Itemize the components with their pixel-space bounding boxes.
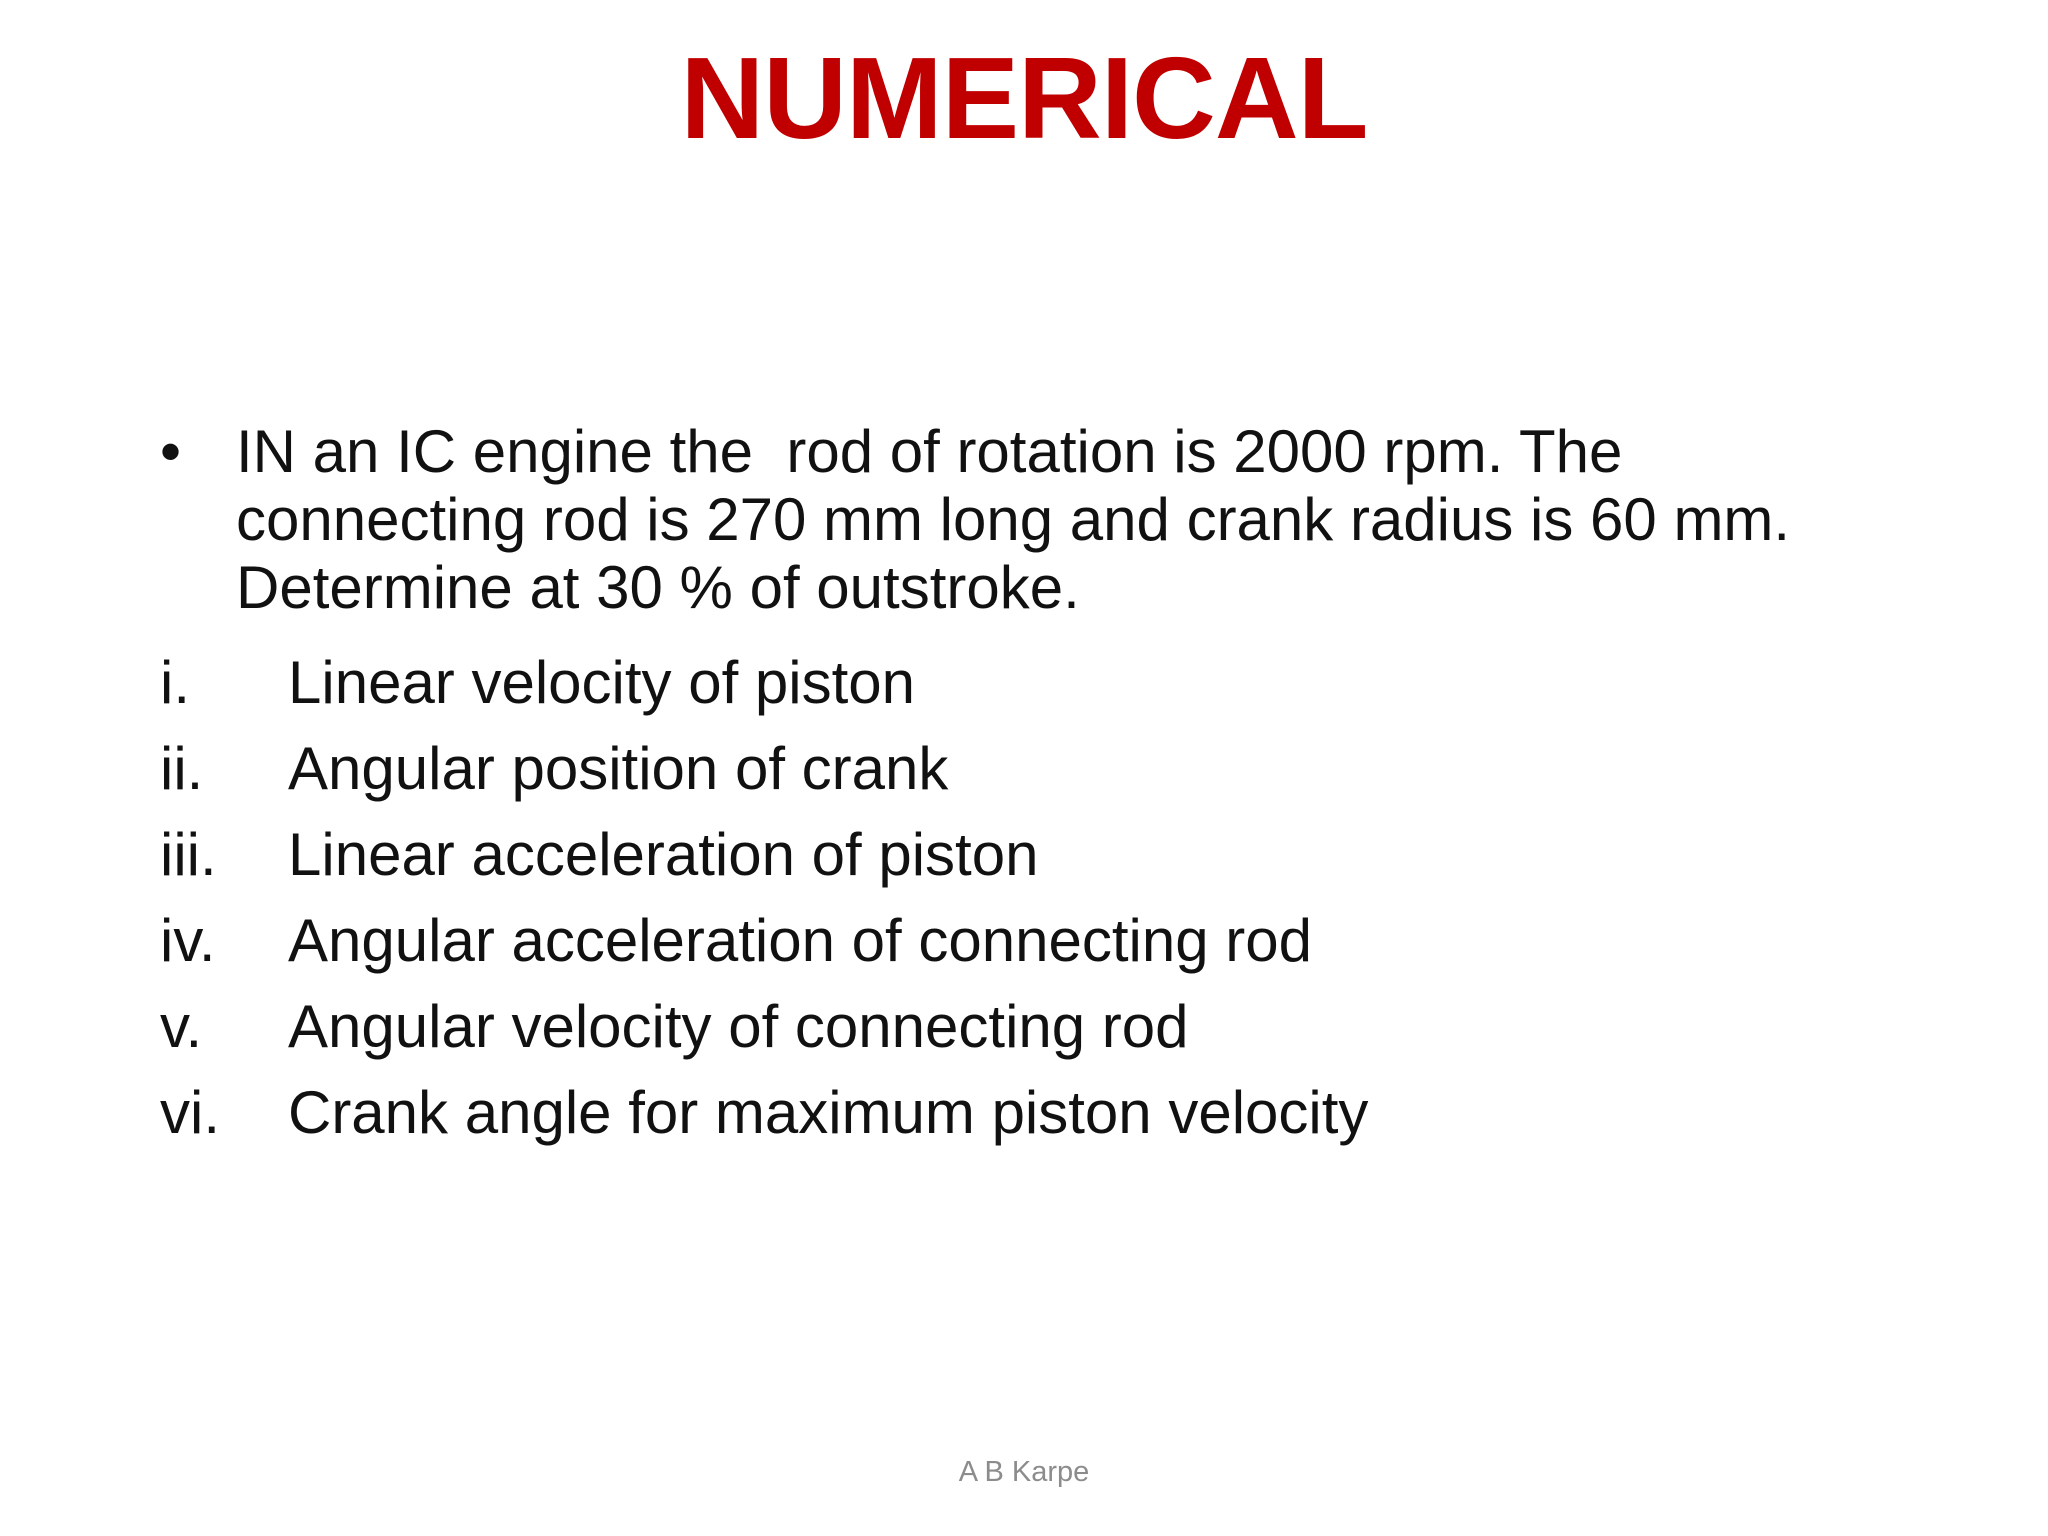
list-item-label: Linear acceleration of piston xyxy=(288,821,1039,888)
problem-statement xyxy=(160,418,1860,622)
requirements-list xyxy=(160,640,1860,1156)
slide-title: NUMERICAL xyxy=(680,33,1368,163)
list-item-label: Crank angle for maximum piston velocity xyxy=(288,1079,1369,1146)
list-item-number: ii. xyxy=(160,735,204,802)
list-item-number: i. xyxy=(160,649,190,716)
list-item xyxy=(160,984,1860,1070)
list-item-number: iii. xyxy=(160,821,217,888)
list-item-label: Angular velocity of connecting rod xyxy=(288,993,1189,1060)
bullet-item xyxy=(160,418,1860,622)
footer-author: A B Karpe xyxy=(958,1456,1090,1488)
bullet-text: IN an IC engine the rod of rotation is 2000 rpm. The connecting rod is 270 mm long and crank radius is 60 mm. Determine at 30 % of outstroke. xyxy=(236,418,1807,621)
list-item xyxy=(160,726,1860,812)
list-item-number: vi. xyxy=(160,1079,220,1146)
list-item xyxy=(160,640,1860,726)
list-item-label: Angular position of crank xyxy=(288,735,949,802)
list-item-number: v. xyxy=(160,993,203,1060)
list-item xyxy=(160,1070,1860,1156)
list-item-label: Angular acceleration of connecting rod xyxy=(288,907,1312,974)
bullet-marker: • xyxy=(160,418,182,485)
list-item xyxy=(160,812,1860,898)
list-item-label: Linear velocity of piston xyxy=(288,649,916,716)
list-item xyxy=(160,898,1860,984)
list-item-number: iv. xyxy=(160,907,216,974)
